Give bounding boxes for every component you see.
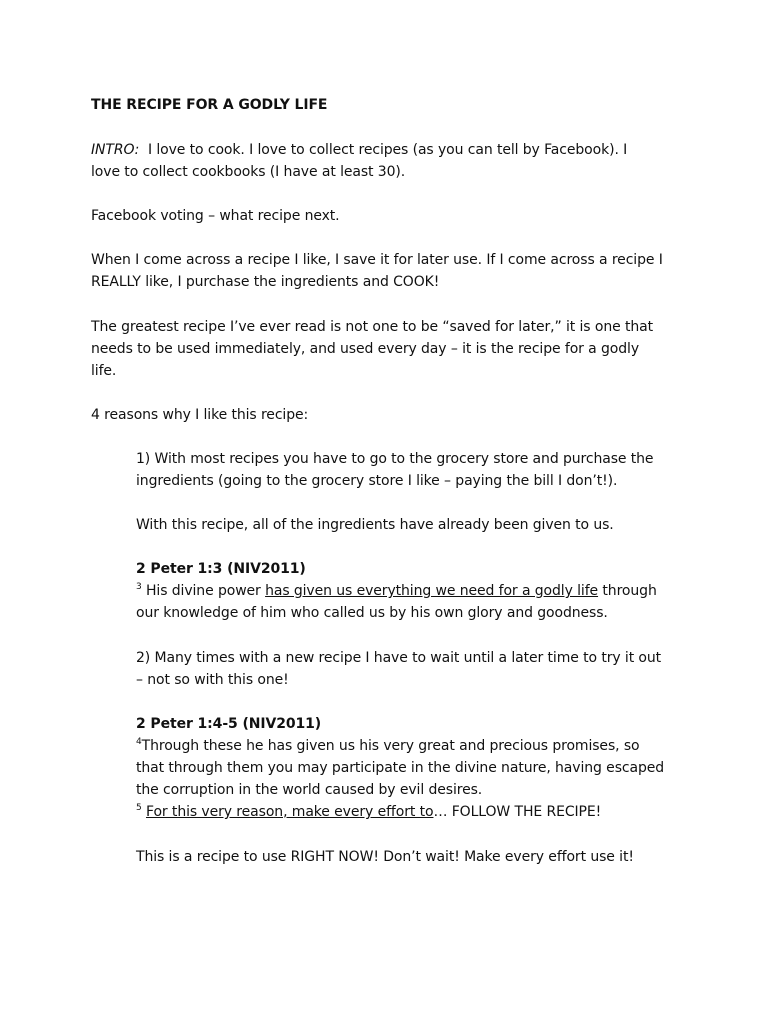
recipe-para-line-1: When I come across a recipe I like, I save it for later use. If I come across a recipe I: [91, 252, 663, 268]
reason2-line-2: – not so with this one!: [136, 672, 289, 688]
verse2-reference: 2 Peter 1:4-5 (NIV2011): [136, 716, 322, 732]
intro-line-2: love to collect cookbooks (I have at least 30).: [91, 164, 406, 180]
verse1-pre: His divine power: [141, 583, 266, 599]
verse2-underlined: For this very reason, make every effort to: [146, 804, 434, 820]
verse2-line-1: [136, 737, 640, 755]
document-title: THE RECIPE FOR A GODLY LIFE: [91, 97, 328, 113]
verse2-line-4: [136, 803, 601, 821]
reason1-line-2: ingredients (going to the grocery store I like – paying the bill I don’t!).: [136, 473, 618, 489]
verse1-line-2: our knowledge of him who called us by his own glory and goodness.: [136, 605, 608, 621]
reason1-line-1: 1) With most recipes you have to go to the grocery store and purchase the: [136, 451, 654, 467]
verse2-post: … FOLLOW THE RECIPE!: [433, 804, 602, 820]
verse2-line-3: the corruption in the world caused by evil desires.: [136, 782, 483, 798]
recipe-para-line-2: REALLY like, I purchase the ingredients and COOK!: [91, 274, 440, 290]
greatest-para-line-2: needs to be used immediately, and used every day – it is the recipe for a godly: [91, 341, 640, 357]
verse1-line-1: [136, 582, 657, 600]
greatest-para-line-1: The greatest recipe I’ve ever read is not one to be “saved for later,” it is one that: [91, 319, 653, 335]
verse2-line-2: that through them you may participate in the divine nature, having escaped: [136, 760, 665, 776]
verse2-text-1: Through these he has given us his very great and precious promises, so: [141, 738, 640, 754]
facebook-line: Facebook voting – what recipe next.: [91, 208, 340, 224]
reason2-line-1: 2) Many times with a new recipe I have to wait until a later time to try it out: [136, 650, 662, 666]
reason1-followup: With this recipe, all of the ingredients have already been given to us.: [136, 517, 614, 533]
verse1-underlined: has given us everything we need for a godly life: [265, 583, 599, 599]
greatest-para-line-3: life.: [91, 363, 117, 379]
reasons-heading: 4 reasons why I like this recipe:: [91, 407, 309, 423]
verse-number-3: 3: [136, 582, 142, 592]
intro-label: INTRO:: [91, 142, 140, 158]
verse1-reference: 2 Peter 1:3 (NIV2011): [136, 561, 306, 577]
intro-text-1: I love to cook. I love to collect recipes (as you can tell by Facebook). I: [147, 142, 628, 158]
closing-line: This is a recipe to use RIGHT NOW! Don’t wait! Make every effort use it!: [136, 849, 634, 865]
verse-number-5: 5: [136, 803, 142, 813]
verse1-post: through: [598, 583, 657, 599]
intro-line-1: [91, 141, 627, 159]
verse-number-4: 4: [136, 737, 142, 747]
